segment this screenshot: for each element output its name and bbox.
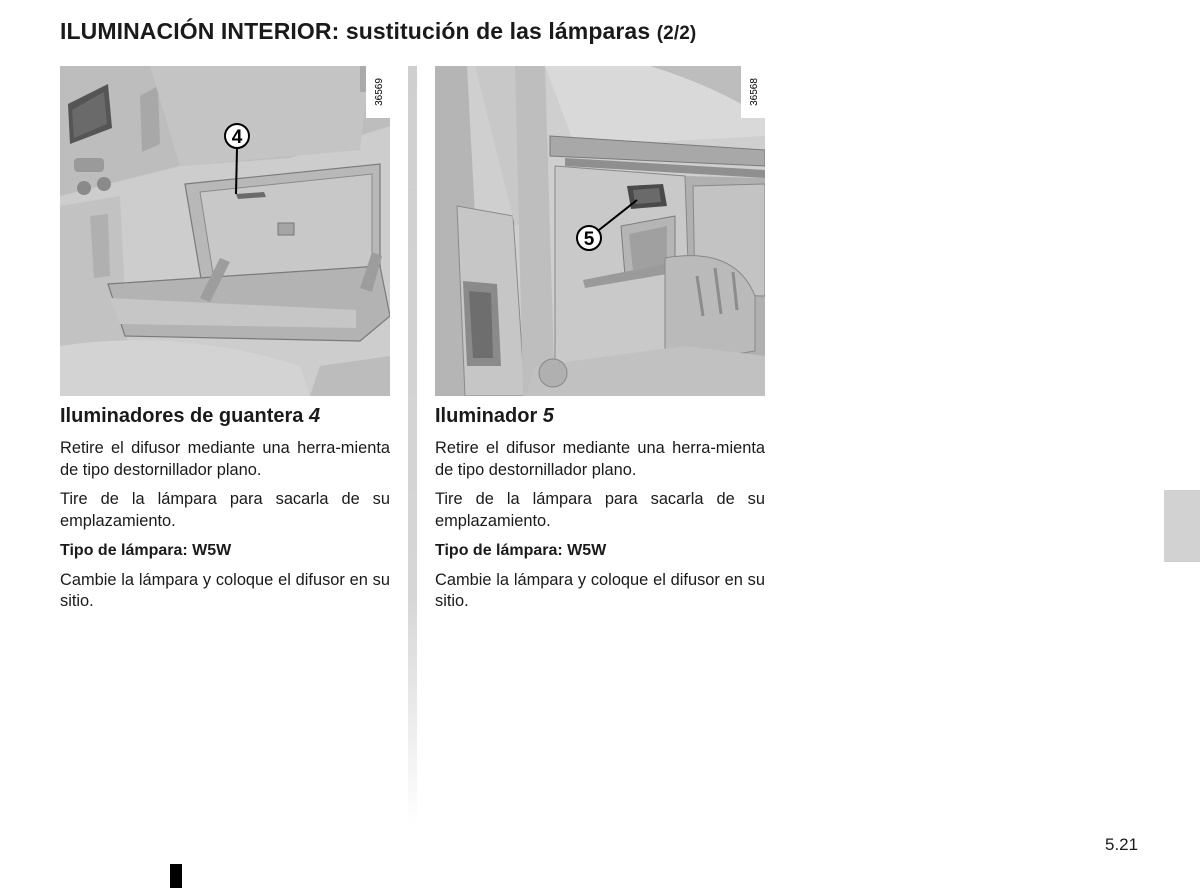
section-heading-text: Iluminadores de guantera [60,405,304,427]
lamp-type: Tipo de lámpara: W5W [435,542,607,559]
instruction-pull-lamp: Tire de la lámpara para sacarla de su emplazamiento. [60,490,390,530]
rear-compartment-illustration [435,66,765,396]
callout-5-label: 5 [583,229,595,250]
section-heading-text: Iluminador [435,405,538,427]
chapter-tab [1164,490,1200,562]
figure-code: 36569 [374,78,385,106]
print-mark [170,864,182,888]
instruction-remove-diffuser: Retire el difusor mediante una herra-mienta de tipo destornillador plano. [60,439,390,479]
instruction-pull-lamp: Tire de la lámpara para sacarla de su emplazamiento. [435,490,765,530]
section-heading [435,404,765,428]
glovebox-illustration [60,66,390,396]
instruction-replace-lamp: Cambie la lámpara y coloque el difusor en su sitio. [60,570,390,610]
instruction-remove-diffuser: Retire el difusor mediante una herra-mienta de tipo destornillador plano. [435,439,765,479]
section-rear-light [435,66,765,621]
page-title-text: ILUMINACIÓN INTERIOR: sustitución de las lámparas [60,18,651,44]
figure-code: 36568 [749,78,760,106]
column-divider [408,66,417,826]
section-heading-ref: 5 [542,405,554,427]
instruction-replace-lamp: Cambie la lámpara y coloque el difusor en su sitio. [435,570,765,610]
section-heading-ref: 4 [308,405,321,427]
page-number: 5.21 [1105,835,1139,854]
page-title-part-indicator: (2/2) [656,23,697,44]
page-title [60,18,696,45]
lamp-type: Tipo de lámpara: W5W [60,542,232,559]
callout-4-label: 4 [231,127,243,148]
section-glovebox-lights [60,66,390,621]
section-heading [60,404,390,428]
